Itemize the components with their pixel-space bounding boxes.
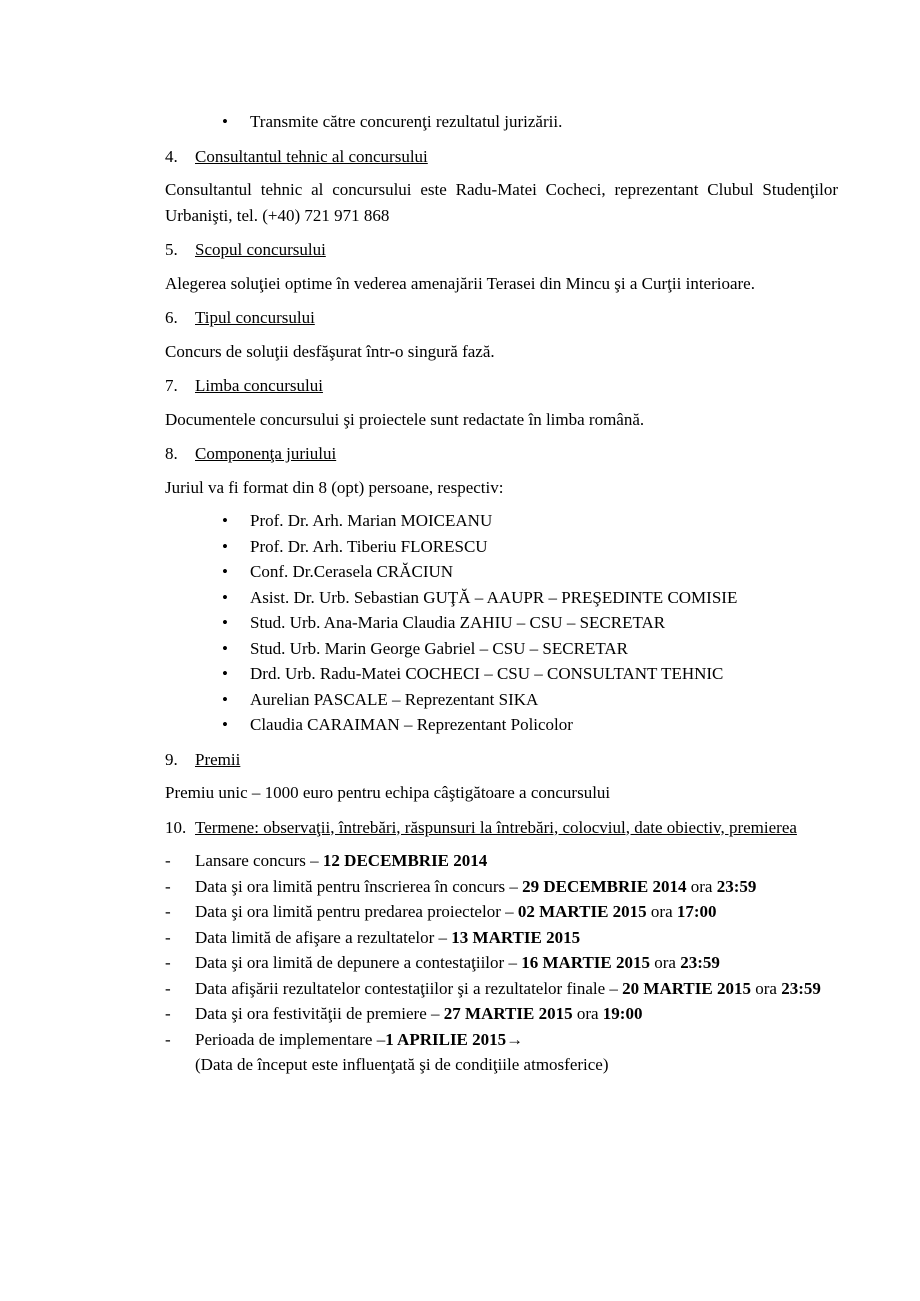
document-content xyxy=(165,109,838,1078)
text-segment: ora xyxy=(750,978,782,998)
bullet-list-item xyxy=(165,712,838,738)
section-heading xyxy=(165,747,838,773)
text-segment: Prof. Dr. Arh. Marian MOICEANU xyxy=(250,511,493,530)
text-segment: ora xyxy=(572,1004,603,1023)
bold-date-text: 20 MARTIE 2015 xyxy=(622,978,751,998)
bullet-marker: • xyxy=(222,638,228,658)
dash-list-item xyxy=(165,1052,838,1078)
paragraph xyxy=(165,339,838,365)
bullet-list xyxy=(165,109,838,135)
bold-date-text: 13 MARTIE 2015 xyxy=(451,927,581,947)
section-number: 10. xyxy=(165,817,187,837)
bold-date-text: 16 MARTIE 2015 xyxy=(521,953,650,972)
text-segment: Aurelian PASCALE – Reprezentant SIKA xyxy=(250,689,539,709)
dash-list-item xyxy=(165,899,838,925)
bold-date-text: 1 APRILIE 2015→ xyxy=(385,1029,524,1049)
bullet-marker: • xyxy=(222,715,228,734)
section-heading xyxy=(165,815,838,841)
text-segment: Claudia CARAIMAN – Reprezentant Policolor xyxy=(250,715,573,734)
bullet-list-item xyxy=(165,585,838,611)
paragraph xyxy=(165,780,838,806)
bullet-list-item xyxy=(165,661,838,687)
text-segment: Stud. Urb. Ana-Maria Claudia ZAHIU – CSU – SECRETAR xyxy=(250,613,666,632)
dash-list-item xyxy=(165,976,838,1002)
section-title: Componenţa juriului xyxy=(195,444,337,463)
bullet-list xyxy=(165,508,838,738)
bold-date-text: 23:59 xyxy=(716,876,757,896)
text-segment: Concurs de soluţii desfăşurat într-o singură fază. xyxy=(165,341,495,361)
text-segment: Data şi ora limită pentru înscrierea în concurs – xyxy=(195,876,523,896)
text-segment: Conf. Dr.Cerasela CRĂCIUN xyxy=(250,562,454,581)
bullet-marker: • xyxy=(222,587,228,607)
dash-list-item xyxy=(165,925,838,951)
dash-list-item xyxy=(165,950,838,976)
bullet-list-item xyxy=(165,508,838,534)
bullet-marker: • xyxy=(222,562,228,581)
paragraph xyxy=(165,475,838,501)
bullet-list-item xyxy=(165,559,838,585)
text-segment: Data şi ora limită de depunere a contestaţiilor – xyxy=(195,953,522,972)
text-segment: Transmite către concurenţi rezultatul jurizării. xyxy=(250,112,563,131)
bold-date-text: 19:00 xyxy=(602,1004,643,1023)
text-segment: ora xyxy=(646,902,677,921)
paragraph xyxy=(165,177,838,228)
section-heading xyxy=(165,373,838,399)
bullet-marker: • xyxy=(222,613,228,632)
dash-marker: - xyxy=(165,978,171,998)
text-segment: Perioada de implementare – xyxy=(195,1029,386,1049)
text-segment: Data limită de afişare a rezultatelor – xyxy=(195,927,452,947)
bold-date-text: 23:59 xyxy=(781,978,821,998)
bold-date-text: 29 DECEMBRIE 2014 xyxy=(522,876,687,896)
section-number: 4. xyxy=(165,146,178,166)
section-number: 7. xyxy=(165,376,178,395)
text-segment: ora xyxy=(686,876,717,896)
dash-marker: - xyxy=(165,851,171,870)
dash-marker: - xyxy=(165,1004,171,1023)
paragraph xyxy=(165,407,838,433)
dash-list-item xyxy=(165,1001,838,1027)
bullet-list-item xyxy=(165,636,838,662)
section-title: Consultantul tehnic al concursului xyxy=(195,146,428,166)
section-title: Scopul concursului xyxy=(195,240,326,259)
bullet-list-item xyxy=(165,687,838,713)
text-segment: Drd. Urb. Radu-Matei COCHECI – CSU – CONSULTANT TEHNIC xyxy=(250,664,724,683)
section-number: 9. xyxy=(165,749,178,769)
section-heading xyxy=(165,305,838,331)
dash-list-item xyxy=(165,1027,838,1053)
section-heading xyxy=(165,441,838,467)
bold-date-text: 17:00 xyxy=(676,902,717,921)
dash-marker: - xyxy=(165,1029,171,1049)
text-segment: Data afişării rezultatelor contestaţiilor şi a rezultatelor finale – xyxy=(195,978,623,998)
section-title: Limba concursului xyxy=(195,376,323,395)
text-segment: Lansare concurs – xyxy=(195,851,323,870)
section-number: 8. xyxy=(165,444,178,463)
section-heading xyxy=(165,144,838,170)
dash-list-item xyxy=(165,874,838,900)
text-segment: Asist. Dr. Urb. Sebastian GUŢĂ – AAUPR – PREŞEDINTE COMISIE xyxy=(250,587,738,607)
section-title: Termene: observaţii, întrebări, răspunsuri la întrebări, colocviul, date obiectiv, premierea xyxy=(195,817,797,837)
dash-marker: - xyxy=(165,953,171,972)
dash-marker: - xyxy=(165,902,171,921)
dash-list xyxy=(165,848,838,1078)
bold-date-text: 12 DECEMBRIE 2014 xyxy=(322,851,488,870)
bullet-marker: • xyxy=(222,664,228,683)
text-segment: Prof. Dr. Arh. Tiberiu FLORESCU xyxy=(250,536,488,556)
text-segment: Premiu unic – 1000 euro pentru echipa câştigătoare a concursului xyxy=(165,783,611,802)
bold-date-text: 23:59 xyxy=(680,953,720,972)
bold-date-text: 02 MARTIE 2015 xyxy=(517,902,647,921)
bullet-marker: • xyxy=(222,112,228,131)
section-title: Premii xyxy=(195,749,241,769)
section-title: Tipul concursului xyxy=(195,308,315,327)
text-segment: ora xyxy=(649,953,681,972)
bold-date-text: 27 MARTIE 2015 xyxy=(443,1004,573,1023)
section-number: 5. xyxy=(165,240,178,259)
dash-marker: - xyxy=(165,927,171,947)
dash-list-item xyxy=(165,848,838,874)
text-segment: Data şi ora festivităţii de premiere – xyxy=(195,1004,444,1023)
text-segment: (Data de început este influenţată şi de condiţiile atmosferice) xyxy=(195,1055,609,1074)
bullet-marker: • xyxy=(222,536,228,556)
text-segment: Juriul va fi format din 8 (opt) persoane, respectiv: xyxy=(165,477,504,497)
bullet-marker: • xyxy=(222,689,228,709)
text-segment: Consultantul tehnic al concursului este Radu-Matei Cocheci, reprezentant Clubul Studenţilor Urbanişti, tel. (+40) 721 971 868 xyxy=(165,180,838,225)
bullet-list-item xyxy=(165,534,838,560)
dash-marker: - xyxy=(165,876,171,896)
section-heading xyxy=(165,237,838,263)
paragraph xyxy=(165,271,838,297)
bullet-list-item xyxy=(165,109,838,135)
text-segment: Documentele concursului şi proiectele sunt redactate în limba română. xyxy=(165,409,645,429)
bullet-marker: • xyxy=(222,511,228,530)
text-segment: Data şi ora limită pentru predarea proiectelor – xyxy=(195,902,518,921)
text-segment: Alegerea soluţiei optime în vederea amenajării Terasei din Mincu şi a Curţii interioare. xyxy=(165,273,755,293)
text-segment: Stud. Urb. Marin George Gabriel – CSU – SECRETAR xyxy=(250,638,628,658)
bullet-list-item xyxy=(165,610,838,636)
section-number: 6. xyxy=(165,308,178,327)
